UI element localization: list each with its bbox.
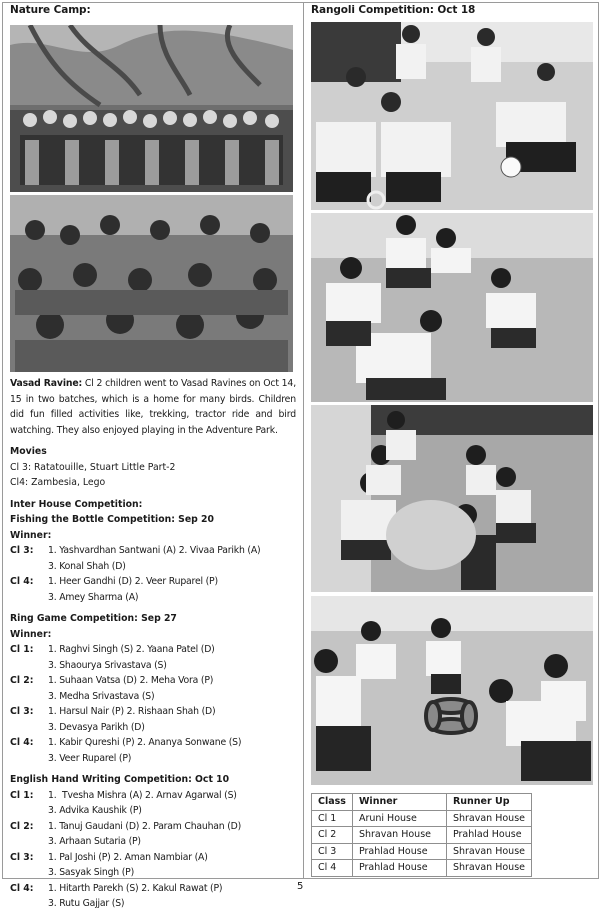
runner-up-cell: Prahlad House	[446, 827, 531, 844]
result-row	[10, 850, 296, 881]
result-row	[10, 704, 296, 735]
runner-up-cell: Shravan House	[446, 843, 531, 860]
rangoli-title: Rangoli Competition: Oct 18	[311, 4, 476, 16]
rangoli-photo-2	[311, 213, 593, 402]
result-line: 1. Hitarth Parekh (S) 2. Kakul Rawat (P)	[48, 882, 223, 894]
rangoli-photo-1	[311, 22, 593, 210]
result-row	[10, 642, 296, 673]
fishing-bottle-title: Fishing the Bottle Competition: Sep 20	[10, 514, 214, 525]
result-line: 1. Raghvi Singh (S) 2. Yaana Patel (D)	[48, 644, 215, 655]
vasad-ravine-text: Cl 2 children went to Vasad Ravines on Oct 14, 15 in two batches, which is a home for many birds. Children did fun filled activities like, trekking, tractor ride and bird watching. They also enjoyed playing in the Adventure Park.	[10, 378, 297, 436]
result-line: 3. Veer Ruparel (P)	[48, 752, 132, 764]
movies-line: Cl 3: Ratatouille, Stuart Little Part-2	[10, 461, 176, 473]
result-line: 1. Suhaan Vatsa (D) 2. Meha Vora (P)	[48, 675, 214, 686]
result-line: 3. Devasya Parikh (D)	[48, 721, 145, 733]
table-row	[312, 843, 532, 860]
vasad-ravine-paragraph	[10, 376, 296, 438]
class-label: Cl 1:	[10, 644, 34, 655]
result-row	[10, 574, 296, 605]
nature-camp-title: Nature Camp:	[10, 4, 91, 16]
ring-game-section	[10, 611, 296, 766]
column-header-runner-up: Runner Up	[446, 794, 531, 811]
movies-section	[10, 444, 296, 491]
result-line: 3. Amey Sharma (A)	[48, 591, 139, 603]
class-label: Cl 3:	[10, 706, 34, 717]
class-label: Cl 4:	[10, 737, 34, 748]
winner-cell: Shravan House	[352, 827, 446, 844]
result-line: 1. Harsul Nair (P) 2. Rishaan Shah (D)	[48, 706, 216, 717]
table-row	[312, 860, 532, 877]
inter-house-section	[10, 497, 296, 606]
class-label: Cl 2:	[10, 820, 34, 832]
rangoli-photo-3	[311, 405, 593, 592]
handwriting-section	[10, 772, 296, 912]
inter-house-title: Inter House Competition:	[10, 498, 143, 510]
left-text-column	[10, 376, 296, 912]
table-header-row	[312, 794, 532, 811]
result-row	[10, 788, 296, 819]
result-line: 1. Kabir Qureshi (P) 2. Ananya Sonwane (S)	[48, 737, 242, 748]
result-line: 1. Tvesha Mishra (A) 2. Arnav Agarwal (S)	[48, 789, 237, 801]
winner-cell: Aruni House	[352, 810, 446, 827]
movies-title: Movies	[10, 446, 47, 457]
column-header-winner: Winner	[352, 794, 446, 811]
result-row	[10, 735, 296, 766]
class-label: Cl 3:	[10, 545, 34, 556]
nature-camp-group-photo	[10, 25, 293, 192]
winner-cell: Prahlad House	[352, 843, 446, 860]
nature-camp-children-sitting-photo	[10, 195, 293, 372]
result-line: 3. Rutu Gajjar (S)	[48, 898, 125, 909]
result-row	[10, 543, 296, 574]
movies-line: Cl4: Zambesia, Lego	[10, 477, 106, 488]
winner-cell: Prahlad House	[352, 860, 446, 877]
column-divider	[303, 2, 304, 879]
winner-label: Winner:	[10, 628, 52, 640]
class-cell: Cl 2	[312, 827, 353, 844]
handwriting-title: English Hand Writing Competition: Oct 10	[10, 774, 230, 785]
result-line: 1. Pal Joshi (P) 2. Aman Nambiar (A)	[48, 851, 208, 863]
result-line: 3. Advika Kaushik (P)	[48, 805, 142, 816]
result-line: 3. Medha Srivastava (S)	[48, 690, 155, 702]
vasad-ravine-label: Vasad Ravine:	[10, 378, 83, 389]
result-line: 1. Yashvardhan Santwani (A) 2. Vivaa Parikh (A)	[48, 545, 261, 556]
result-line: 3. Arhaan Sutaria (P)	[48, 836, 141, 847]
class-label: Cl 1:	[10, 789, 34, 801]
class-label: Cl 2:	[10, 675, 34, 686]
result-line: 1. Heer Gandhi (D) 2. Veer Ruparel (P)	[48, 576, 218, 587]
class-label: Cl 4:	[10, 882, 34, 894]
result-line: 1. Tanuj Gaudani (D) 2. Param Chauhan (D)	[48, 820, 242, 832]
runner-up-cell: Shravan House	[446, 860, 531, 877]
page-number: 5	[297, 881, 304, 892]
ring-game-title: Ring Game Competition: Sep 27	[10, 613, 177, 624]
result-line: 3. Konal Shah (D)	[48, 560, 126, 572]
result-line: 3. Sasyak Singh (P)	[48, 867, 134, 878]
result-row	[10, 673, 296, 704]
rangoli-photo-4	[311, 596, 593, 785]
table-row	[312, 810, 532, 827]
winner-label: Winner:	[10, 529, 52, 541]
column-header-class: Class	[312, 794, 353, 811]
class-cell: Cl 3	[312, 843, 353, 860]
result-line: 3. Shaourya Srivastava (S)	[48, 659, 167, 671]
result-row	[10, 819, 296, 850]
result-row	[10, 881, 296, 912]
class-cell: Cl 1	[312, 810, 353, 827]
class-label: Cl 3:	[10, 851, 34, 863]
class-label: Cl 4:	[10, 576, 34, 587]
rangoli-results-table	[311, 793, 532, 877]
table-row	[312, 827, 532, 844]
class-cell: Cl 4	[312, 860, 353, 877]
runner-up-cell: Shravan House	[446, 810, 531, 827]
